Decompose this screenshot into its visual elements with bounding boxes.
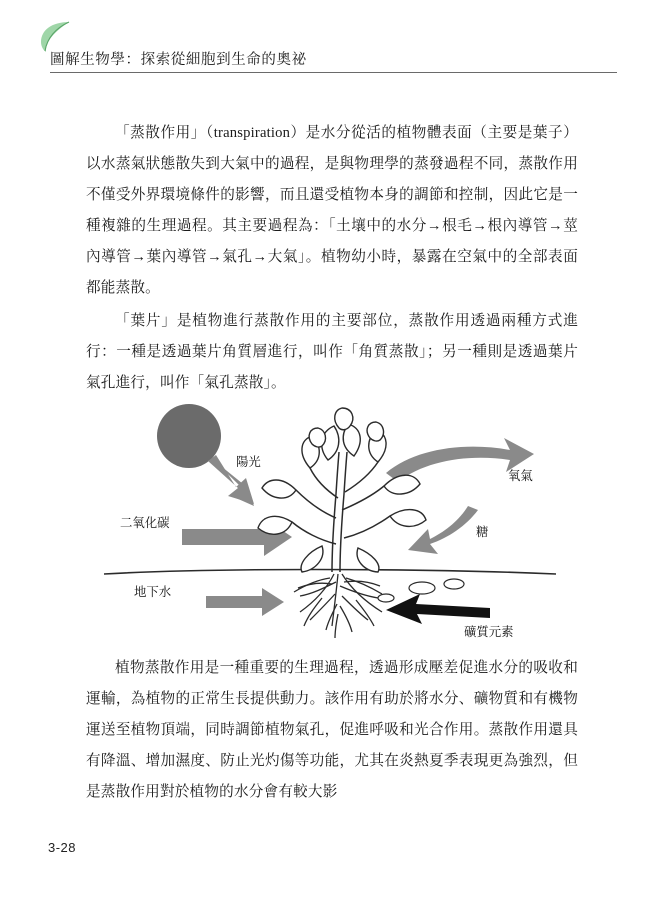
book-title: 圖解生物學：探索從細胞到生命的奧祕	[50, 52, 307, 68]
soil-pebbles	[378, 579, 464, 602]
transpiration-diagram	[86, 398, 578, 648]
paragraph: 植物蒸散作用是一種重要的生理過程，透過形成壓差促進水分的吸收和運輸，為植物的正常生長提供動力。該作用有助於將水分、礦物質和有機物運送至植物頂端，同時調節植物氣孔，促進呼吸和光合作用。蒸散作用還具有降溫、增加濕度、防止光灼傷等功能，尤其在炎熱夏季表現更為強烈，但是蒸散作用對於植物的水分會有較大影	[86, 660, 578, 800]
figure-label-carbon-dioxide: 二氧化碳	[120, 516, 170, 530]
plant-shape	[292, 452, 390, 572]
soil-surface-line	[104, 570, 556, 575]
minerals-arrow	[386, 594, 490, 624]
sun-shape	[157, 404, 221, 468]
figure-label-sugar: 糖	[476, 525, 489, 539]
figure-label-sunlight: 陽光	[236, 455, 261, 469]
plant-roots	[294, 574, 382, 638]
groundwater-arrow	[206, 588, 284, 616]
paragraph: 「葉片」是植物進行蒸散作用的主要部位，蒸散作用透過兩種方式進行：一種是透過葉片角質層進行，叫作「角質蒸散」；另一種則是透過葉片氣孔進行，叫作「氣孔蒸散」。	[86, 313, 578, 391]
figure-label-groundwater: 地下水	[134, 585, 172, 599]
header-divider	[50, 72, 617, 73]
page-header	[0, 0, 663, 78]
page-number: 3-28	[48, 840, 77, 855]
figure-label-minerals: 礦質元素	[464, 625, 514, 639]
body-text-top	[86, 118, 578, 401]
paragraph: 「蒸散作用」（transpiration）是水分從活的植物體表面（主要是葉子）以水蒸氣狀態散失到大氣中的過程，是與物理學的蒸發過程不同，蒸散作用不僅受外界環境條件的影響，而且還受植物本身的調節和控制，因此它是一種複雜的生理過程。其主要過程為：「土壤中的水分→根毛→根內導管→莖內導管→葉內導管→氣孔→大氣」。植物幼小時，暴露在空氣中的全部表面都能蒸散。	[86, 125, 578, 296]
figure-label-oxygen: 氧氣	[508, 469, 533, 483]
plant-leaves	[258, 424, 426, 572]
body-text-bottom	[86, 653, 578, 810]
